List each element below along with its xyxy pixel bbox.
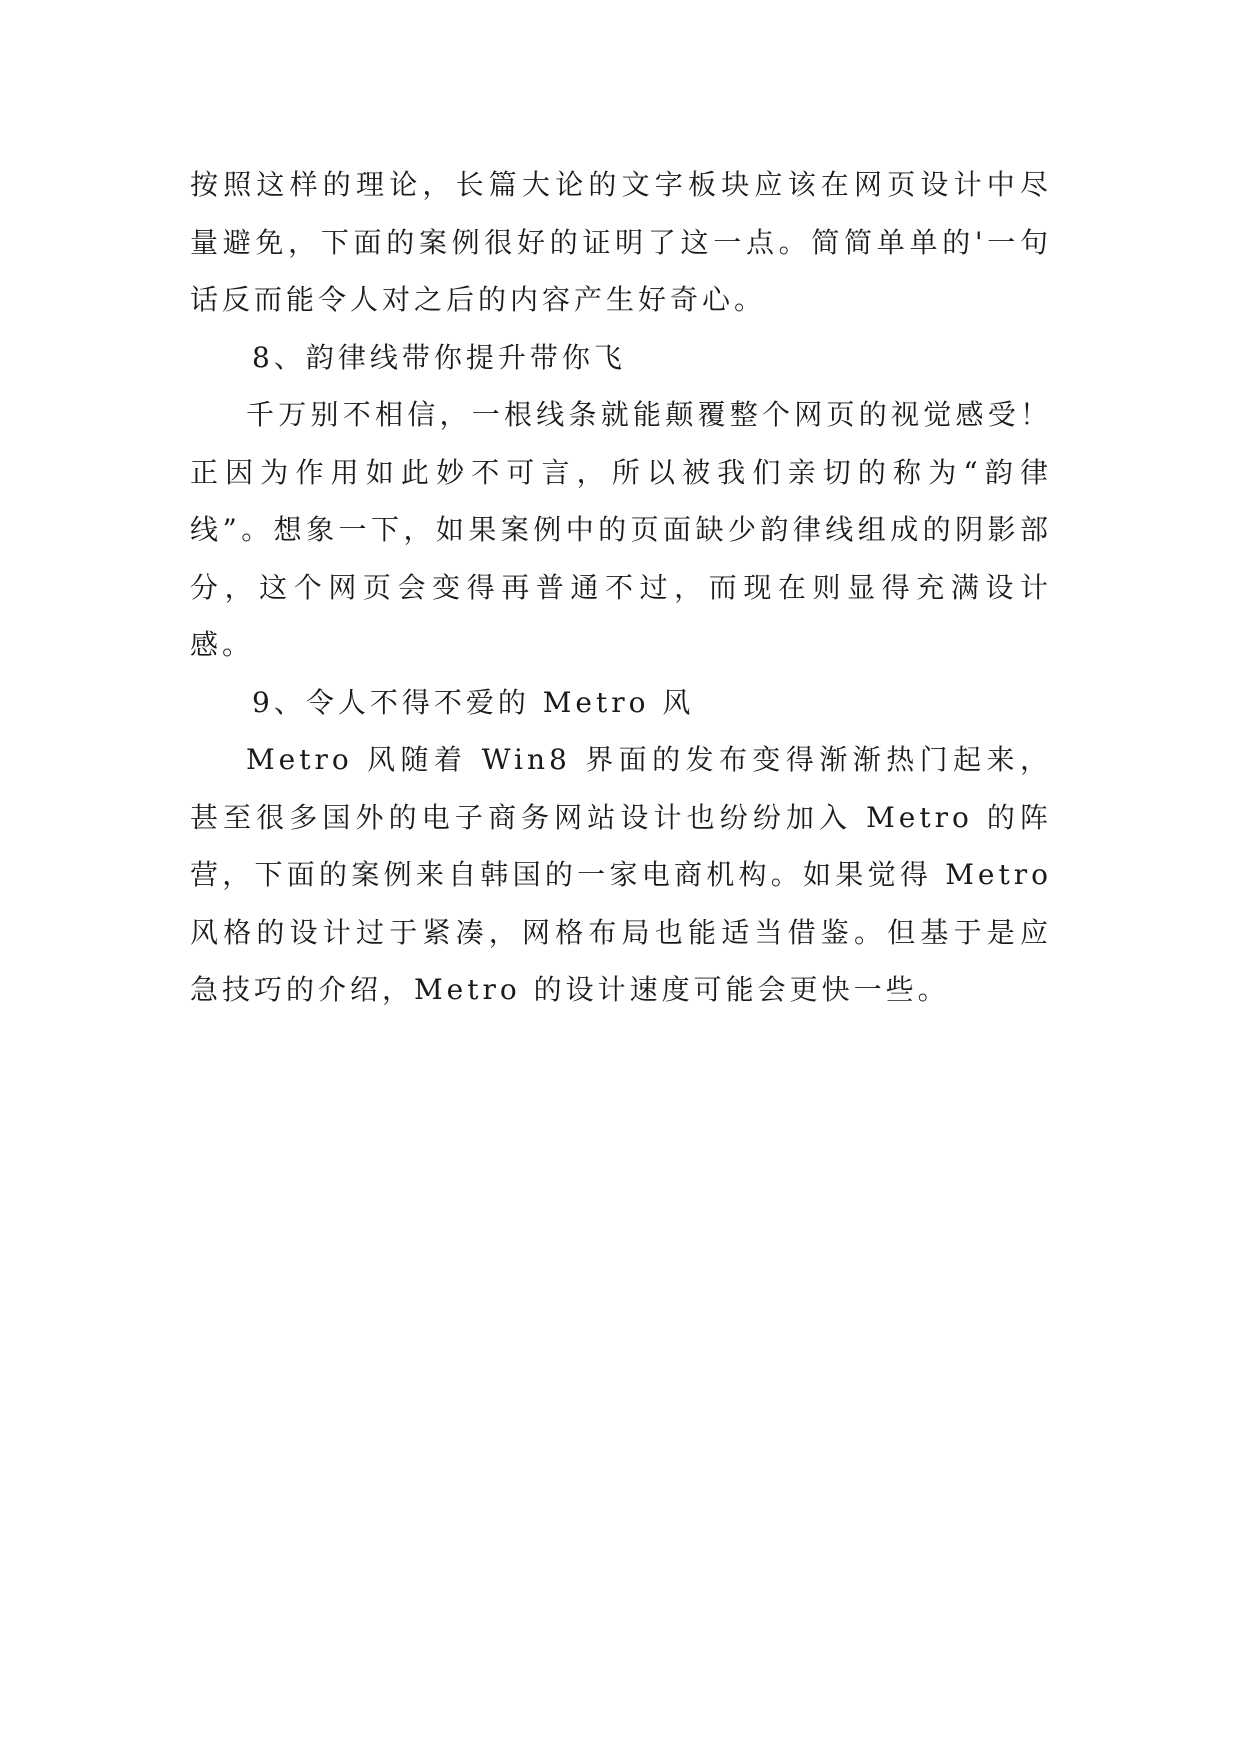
section-heading-9: 9、令人不得不爱的 Metro 风 bbox=[252, 685, 695, 719]
document-body bbox=[190, 156, 1052, 1019]
paragraph-metro-style: Metro 风随着 Win8 界面的发布变得渐渐热门起来，甚至很多国外的电子商务网站设计也纷纷加入 Metro 的阵营，下面的案例来自韩国的一家电商机构。如果觉得 Metro 风格的设计过于紧凑，网格布局也能适当借鉴。但基于是应急技巧的介绍，Metro 的设计速度可能会更快一些。 bbox=[190, 743, 1052, 1006]
paragraph-intro: 按照这样的理论，长篇大论的文字板块应该在网页设计中尽量避免，下面的案例很好的证明了这一点。简简单单的'一句话反而能令人对之后的内容产生好奇心。 bbox=[190, 168, 1052, 316]
paragraph-rhythm-line: 千万别不相信，一根线条就能颠覆整个网页的视觉感受！正因为作用如此妙不可言，所以被我们亲切的称为“韵律线”。想象一下，如果案例中的页面缺少韵律线组成的阴影部分，这个网页会变得再普通不过，而现在则显得充满设计感。 bbox=[190, 398, 1052, 661]
section-heading-8: 8、韵律线带你提升带你飞 bbox=[252, 340, 626, 374]
